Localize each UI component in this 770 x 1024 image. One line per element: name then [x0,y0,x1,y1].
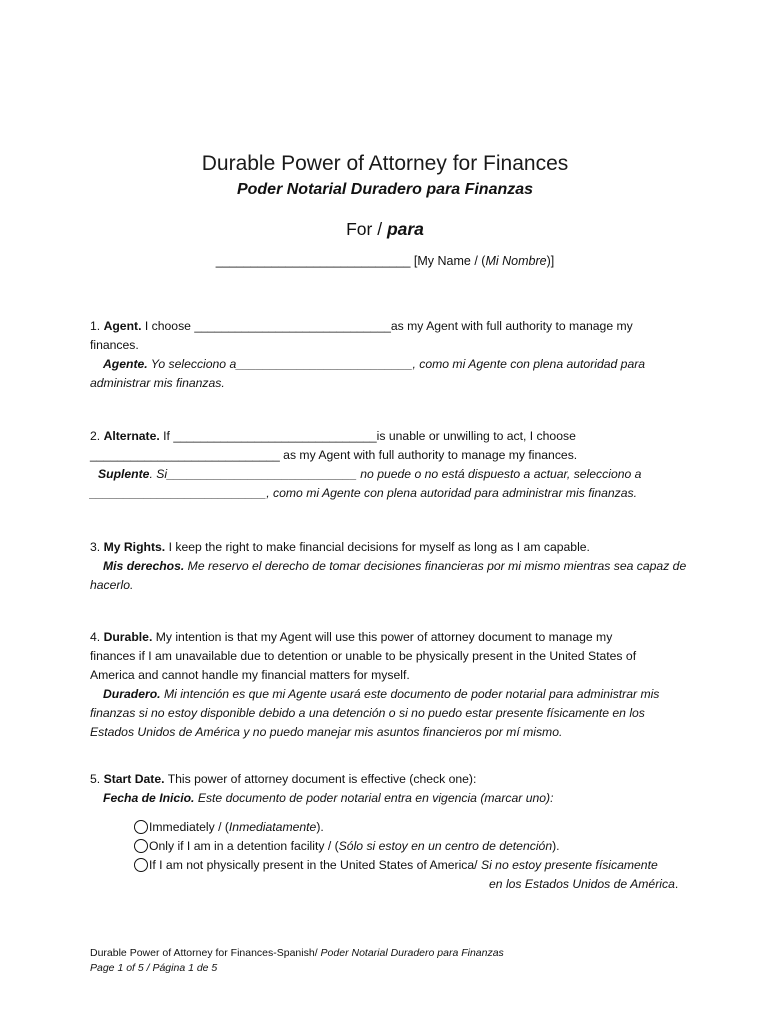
document-subtitle: Poder Notarial Duradero para Finanzas [236,181,534,198]
page-number: Page 1 of 5 / Página 1 de 5 [90,962,218,974]
section-heading: Start Date. [103,772,165,786]
durable-es-line-1: Mi intención es que mi Agente usará este documento de poder notarial para administrar mis [160,687,660,701]
section-rights [90,538,690,595]
radio-button[interactable] [134,839,148,853]
section-heading: Alternate. [103,429,160,443]
option-immediately[interactable]: Immediately / (Inmediatamente). [134,818,694,837]
section-heading: My Rights. [103,540,166,554]
start-en-line-1: This power of attorney document is effective (check one): [164,772,477,786]
rights-es-line-2: hacerlo. [90,578,134,592]
durable-en-line-2: finances if I am unavailable due to detention or unable to be physically present in the United States of [90,649,637,663]
name-blank[interactable]: ____________________________ [215,254,411,268]
section-agent [90,317,690,393]
rights-en-line-1: I keep the right to make financial decisions for myself as long as I am capable. [165,540,590,554]
alternate-es-line-1: . Si____________________________ no puede o no está dispuesto a actuar, selecciono a [149,467,642,481]
section-number: 3. [90,540,101,554]
agent-en-line-2: finances. [90,338,139,352]
section-heading-es: Fecha de Inicio. [103,791,195,805]
rights-es-line-1: Me reservo el derecho de tomar decisiones financieras por mi mismo mientras sea capaz de [184,559,687,573]
section-heading-es: Suplente [98,467,150,481]
alternate-en-line-1: If ______________________________is unable or unwilling to act, I choose [159,429,576,443]
name-label-post: )] [546,254,555,268]
document-title: Durable Power of Attorney for Finances [201,152,569,175]
agent-es-line-2: administrar mis finanzas. [90,376,225,390]
option-detention[interactable]: Only if I am in a detention facility / (Sólo si estoy en un centro de detención). [134,837,694,856]
page-footer [90,946,504,976]
durable-es-line-2: finanzas si no estoy disponible debido a una detención o si no puedo estar presente físicamente en los [90,706,645,720]
name-label-pre: [My Name / ( [410,254,486,268]
radio-button[interactable] [134,820,148,834]
section-number: 1. [90,319,101,333]
alternate-en-line-2: ____________________________ as my Agent with full authority to manage my finances. [90,448,578,462]
name-line [0,254,770,268]
alternate-es-line-2: __________________________, como mi Agente con plena autoridad para administrar mis finanzas. [90,486,638,500]
section-heading-es: Agente. [103,357,148,371]
section-heading-es: Duradero. [103,687,161,701]
durable-es-line-3: Estados Unidos de América y no puedo manejar mis asuntos financieros por mí mismo. [90,725,563,739]
section-number: 2. [90,429,101,443]
radio-button[interactable] [134,858,148,872]
option-not-present-continued: en los Estados Unidos de América. [489,877,679,891]
section-number: 4. [90,630,101,644]
name-label-es: Mi Nombre [485,254,547,268]
option-not-present[interactable]: If I am not physically present in the United States of America/ Si no estoy presente físicamente [134,856,694,875]
for-line [0,219,770,240]
section-heading: Durable. [103,630,153,644]
footer-title-en: Durable Power of Attorney for Finances-Spanish/ [90,947,321,959]
start-es-line-1: Este documento de poder notarial entra en vigencia (marcar uno): [194,791,554,805]
section-heading-es: Mis derechos. [103,559,185,573]
section-alternate [90,427,690,503]
durable-en-line-1: My intention is that my Agent will use this power of attorney document to manage my [152,630,613,644]
section-start-date [90,770,690,808]
for-label-en: For / [346,219,383,239]
section-durable [90,628,690,742]
start-date-options [134,818,694,894]
agent-es-line-1: Yo selecciono a__________________________, como mi Agente con plena autoridad para [147,357,646,371]
section-number: 5. [90,772,101,786]
agent-en-line-1: I choose _____________________________as my Agent with full authority to manage my [141,319,633,333]
footer-title-es: Poder Notarial Duradero para Finanzas [320,947,504,959]
durable-en-line-3: America and cannot handle my financial matters for myself. [90,668,410,682]
for-label-es: para [386,219,424,239]
section-heading: Agent. [103,319,142,333]
